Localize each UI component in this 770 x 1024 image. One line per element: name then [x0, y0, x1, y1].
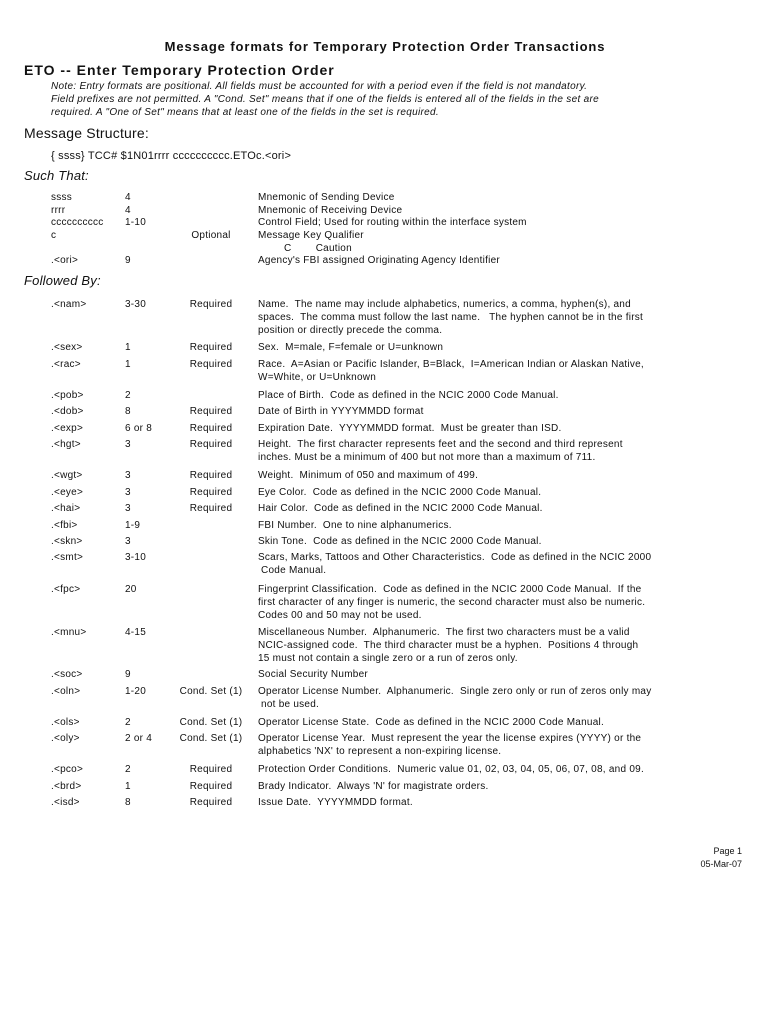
field-name: .<isd>: [51, 797, 80, 808]
field-description: [258, 519, 698, 532]
field-name: .<skn>: [51, 536, 83, 547]
field-name: .<brd>: [51, 781, 82, 792]
message-structure-line: { ssss} TCC# $1N01rrrr cccccccccc.ETOc.<ori>: [51, 150, 292, 162]
description-line: Weight. Minimum of 050 and maximum of 499.: [258, 470, 479, 481]
description-line: Expiration Date. YYYYMMDD format. Must be greater than ISD.: [258, 423, 562, 434]
description-line: Codes 00 and 50 may not be used.: [258, 610, 422, 621]
field-name: .<rac>: [51, 359, 81, 370]
description-line: W=White, or U=Unknown: [258, 372, 377, 383]
description-line: position or directly precede the comma.: [258, 325, 443, 336]
description-line: Race. A=Asian or Pacific Islander, B=Black, I=American Indian or Alaskan Native,: [258, 359, 644, 370]
description-line: Mnemonic of Sending Device: [258, 192, 395, 203]
document-title: Message formats for Temporary Protection Order Transactions: [164, 39, 606, 54]
field-length: 3-30: [125, 299, 147, 310]
field-length: 3: [125, 503, 131, 514]
note-line: required. A "One of Set" means that at least one of the fields in the set is required.: [51, 107, 439, 118]
field-requirement: Cond. Set (1): [179, 686, 243, 697]
description-line: Miscellaneous Number. Alphanumeric. The first two characters must be a valid: [258, 627, 630, 638]
field-length: 1: [125, 359, 131, 370]
field-requirement: Optional: [191, 230, 231, 241]
field-description: [258, 551, 698, 577]
field-requirement: Required: [189, 764, 233, 775]
description-line: NCIC-assigned code. The third character must be a hyphen. Positions 4 through: [258, 640, 639, 651]
description-line: Protection Order Conditions. Numeric value 01, 02, 03, 04, 05, 06, 07, 08, and 09.: [258, 764, 644, 775]
field-description: [258, 469, 698, 482]
note-line: Field prefixes are not permitted. A "Cond. Set" means that if one of the fields is entered all of the fields in the set are: [51, 94, 599, 105]
field-name: .<pob>: [51, 390, 84, 401]
field-length: 4: [125, 192, 131, 203]
such-that-heading: Such That:: [24, 168, 89, 183]
revision-date: 05-Mar-07: [700, 859, 742, 869]
note-line: Note: Entry formats are positional. All fields must be accounted for with a period even if the field is not mandatory.: [51, 81, 588, 92]
field-length: 3: [125, 536, 131, 547]
field-length: 1-20: [125, 686, 147, 697]
field-length: 3: [125, 487, 131, 498]
field-description: [258, 780, 698, 793]
field-length: 6 or 8: [125, 423, 153, 434]
field-name: .<wgt>: [51, 470, 83, 481]
field-requirement: Required: [189, 299, 233, 310]
description-line: Fingerprint Classification. Code as defined in the NCIC 2000 Code Manual. If the: [258, 584, 642, 595]
field-name: .<eye>: [51, 487, 84, 498]
field-description: [258, 732, 698, 758]
field-description: [258, 422, 698, 435]
field-requirement: Required: [189, 406, 233, 417]
description-line: Height. The first character represents feet and the second and third represent: [258, 439, 623, 450]
field-name: .<sex>: [51, 342, 83, 353]
field-name: .<fbi>: [51, 520, 78, 531]
field-requirement: Cond. Set (1): [179, 733, 243, 744]
message-structure-heading: Message Structure:: [24, 125, 149, 141]
description-line: Brady Indicator. Always 'N' for magistrate orders.: [258, 781, 489, 792]
field-description: [258, 358, 698, 384]
field-name: .<ori>: [51, 255, 79, 266]
field-name: .<nam>: [51, 299, 87, 310]
field-length: 2 or 4: [125, 733, 153, 744]
description-line: Control Field; Used for routing within the interface system: [258, 217, 527, 228]
field-description: [258, 668, 698, 681]
field-requirement: Required: [189, 423, 233, 434]
description-line: Code Manual.: [258, 565, 327, 576]
field-description: [258, 763, 698, 776]
field-requirement: Cond. Set (1): [179, 717, 243, 728]
description-line: Name. The name may include alphabetics, numerics, a comma, hyphen(s), and: [258, 299, 631, 310]
field-requirement: Required: [189, 439, 233, 450]
description-line: Date of Birth in YYYYMMDD format: [258, 406, 424, 417]
field-length: 8: [125, 406, 131, 417]
field-name: .<dob>: [51, 406, 84, 417]
field-name: .<ols>: [51, 717, 80, 728]
field-length: 20: [125, 584, 137, 595]
field-description: [258, 626, 698, 665]
field-length: 2: [125, 717, 131, 728]
field-requirement: Required: [189, 503, 233, 514]
qualifier-option: C Caution: [284, 243, 352, 254]
field-description: [258, 583, 698, 622]
field-description: [258, 486, 698, 499]
description-line: Scars, Marks, Tattoos and Other Characteristics. Code as defined in the NCIC 2000: [258, 552, 652, 563]
field-name: .<exp>: [51, 423, 84, 434]
field-description: [258, 254, 698, 267]
field-length: 9: [125, 255, 131, 266]
field-requirement: Required: [189, 470, 233, 481]
field-description: [258, 229, 698, 255]
field-description: [258, 716, 698, 729]
format-note: [51, 80, 671, 119]
field-requirement: Required: [189, 342, 233, 353]
field-description: [258, 535, 698, 548]
description-line: Operator License State. Code as defined in the NCIC 2000 Code Manual.: [258, 717, 605, 728]
field-length: 2: [125, 764, 131, 775]
field-name: .<smt>: [51, 552, 84, 563]
field-length: 4: [125, 205, 131, 216]
description-line: Agency's FBI assigned Originating Agency Identifier: [258, 255, 501, 266]
page-footer: [700, 845, 742, 871]
field-name: .<hai>: [51, 503, 81, 514]
field-description: [258, 191, 698, 204]
description-line: Message Key Qualifier: [258, 230, 364, 241]
description-line: first character of any finger is numeric, the second character must also be numeric.: [258, 597, 646, 608]
description-line: spaces. The comma must follow the last name. The hyphen cannot be in the first: [258, 312, 644, 323]
field-requirement: Required: [189, 359, 233, 370]
field-length: 1: [125, 342, 131, 353]
field-requirement: Required: [189, 781, 233, 792]
field-name: ssss: [51, 192, 72, 203]
description-line: Operator License Number. Alphanumeric. Single zero only or run of zeros only may: [258, 686, 652, 697]
field-name: .<soc>: [51, 669, 83, 680]
field-length: 3-10: [125, 552, 147, 563]
field-name: .<oly>: [51, 733, 80, 744]
field-length: 1-9: [125, 520, 141, 531]
description-line: 15 must not contain a single zero or a run of zeros only.: [258, 653, 518, 664]
field-description: [258, 216, 698, 229]
description-line: Social Security Number: [258, 669, 368, 680]
description-line: Issue Date. YYYYMMDD format.: [258, 797, 413, 808]
field-length: 1: [125, 781, 131, 792]
field-description: [258, 389, 698, 402]
field-length: 3: [125, 439, 131, 450]
description-line: Place of Birth. Code as defined in the NCIC 2000 Code Manual.: [258, 390, 559, 401]
field-name: rrrr: [51, 205, 66, 216]
description-line: Mnemonic of Receiving Device: [258, 205, 403, 216]
field-description: [258, 298, 698, 337]
description-line: Skin Tone. Code as defined in the NCIC 2000 Code Manual.: [258, 536, 542, 547]
field-description: [258, 341, 698, 354]
field-description: [258, 405, 698, 418]
description-line: Operator License Year. Must represent the year the license expires (YYYY) or the: [258, 733, 642, 744]
field-description: [258, 796, 698, 809]
field-requirement: Required: [189, 797, 233, 808]
field-name: c: [51, 230, 57, 241]
description-line: Hair Color. Code as defined in the NCIC 2000 Code Manual.: [258, 503, 543, 514]
field-requirement: Required: [189, 487, 233, 498]
field-name: .<mnu>: [51, 627, 87, 638]
field-name: .<hgt>: [51, 439, 81, 450]
description-line: alphabetics 'NX' to represent a non-expiring license.: [258, 746, 502, 757]
field-name: cccccccccc: [51, 217, 104, 228]
description-line: FBI Number. One to nine alphanumerics.: [258, 520, 452, 531]
field-name: .<oln>: [51, 686, 81, 697]
field-name: .<pco>: [51, 764, 84, 775]
field-length: 1-10: [125, 217, 147, 228]
field-length: 3: [125, 470, 131, 481]
field-description: [258, 685, 698, 711]
field-length: 2: [125, 390, 131, 401]
page-number: Page 1: [713, 846, 742, 856]
description-line: inches. Must be a minimum of 400 but not more than a maximum of 711.: [258, 452, 596, 463]
field-name: .<fpc>: [51, 584, 81, 595]
field-description: [258, 502, 698, 515]
field-length: 9: [125, 669, 131, 680]
field-length: 4-15: [125, 627, 147, 638]
document-subtitle: ETO -- Enter Temporary Protection Order: [24, 62, 335, 78]
followed-by-heading: Followed By:: [24, 273, 101, 288]
description-line: Sex. M=male, F=female or U=unknown: [258, 342, 444, 353]
description-line: Eye Color. Code as defined in the NCIC 2000 Code Manual.: [258, 487, 542, 498]
field-description: [258, 438, 698, 464]
description-line: not be used.: [258, 699, 320, 710]
field-length: 8: [125, 797, 131, 808]
